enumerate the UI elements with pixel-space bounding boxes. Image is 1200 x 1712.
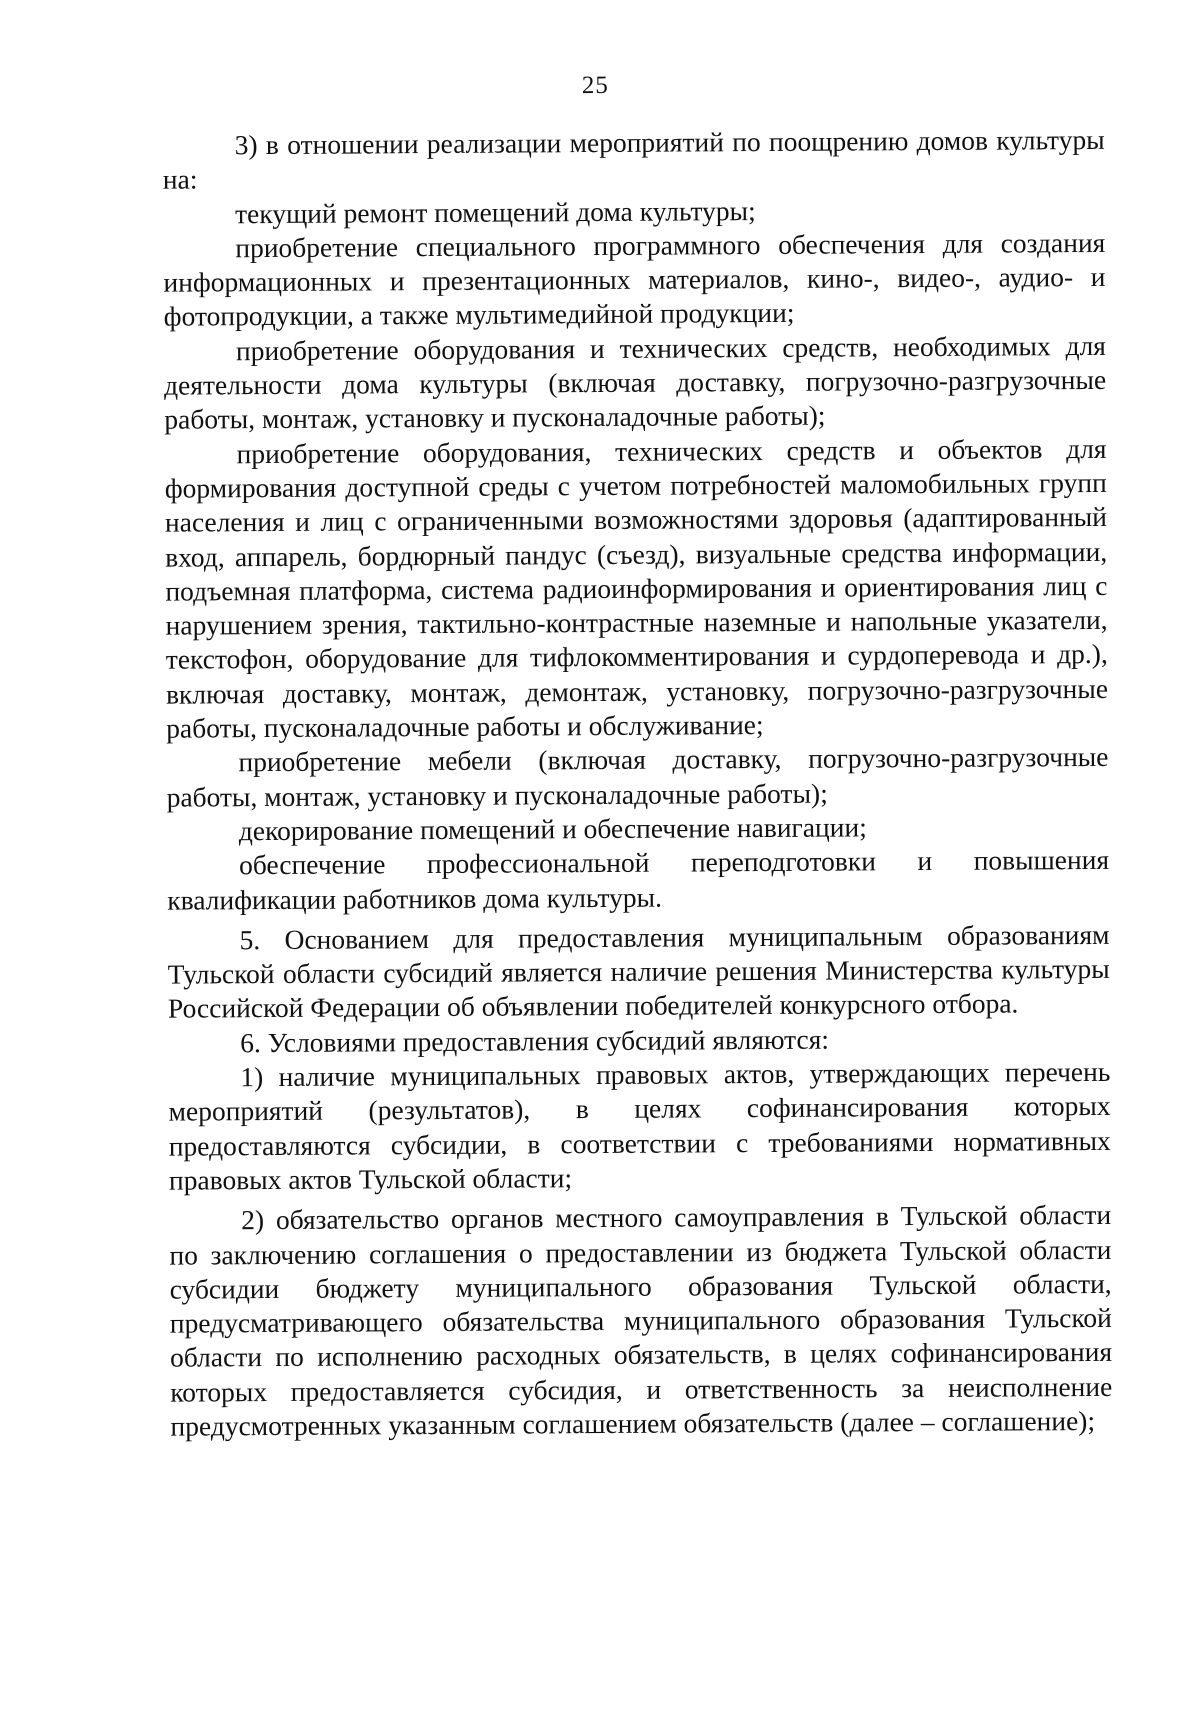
paragraph-staff-training: обеспечение профессиональной переподготовки и повышения квалификации работников дома культуры. (167, 844, 1110, 916)
paragraph-section-5: 5. Основанием для предоставления муниципальным образованиям Тульской области субсидий является наличие решения Министерства культуры Российской Федерации об объявлении победителей конкурсного отбора. (167, 918, 1110, 1025)
paragraph-section-6: 6. Условиями предоставления субсидий являются: (240, 1023, 830, 1058)
paragraph-software-purchase: приобретение специального программного обеспечения для создания информационных и презентационных материалов, кино-, видео-, аудио- и фотопродукции, а также мультимедийной продукции; (163, 226, 1106, 333)
paragraph-equipment-purchase: приобретение оборудования и технических средств, необходимых для деятельности дома культуры (включая доставку, погрузочно-разгрузочные работы, монтаж, установку и пусконаладочные работы); (164, 329, 1107, 436)
paragraph-decoration-navigation: декорирование помещений и обеспечение навигации; (238, 811, 867, 847)
page-number: 25 (581, 71, 609, 100)
paragraph-current-repair: текущий ремонт помещений дома культуры; (234, 194, 756, 229)
paragraph-condition-1: 1) наличие муниципальных правовых актов, утверждающих перечень мероприятий (результатов), в целях софинансирования которых предоставляются субсидии, в соответствии с требованиями нормативных правовых актов Тульской области; (168, 1055, 1111, 1196)
paragraph-condition-2: 2) обязательство органов местного самоуправления в Тульской области по заключению соглашения о предоставлении из бюджета Тульской области субсидии бюджету муниципального образования Тульской области, предусматривающего обязательства муниципального образования Тульской области по исполнению расходных обязательств, в целях софинансирования которых предоставляется субсидия, и ответственность за неисполнение предусмотренных указанным соглашением обязательств (далее – соглашение); (169, 1199, 1113, 1442)
paragraph-item-3-intro: 3) в отношении реализации мероприятий по поощрению домов культуры на: (162, 123, 1105, 195)
paragraph-furniture-purchase: приобретение мебели (включая доставку, погрузочно-разгрузочные работы, монтаж, установку и пусконаладочные работы); (166, 741, 1109, 813)
document-body (163, 123, 1113, 1444)
paragraph-accessible-environment: приобретение оборудования, технических средств и объектов для формирования доступной среды с учетом потребностей маломобильных групп населения и лиц с ограниченными возможностями здоровья (адаптированный вход, аппарель, бордюрный пандус (съезд), визуальные средства информации, подъемная платформа, система радиоинформирования и ориентирования лиц с нарушением зрения, тактильно-контрастные наземные и напольные указатели, текстофон, оборудование для тифлокомментирования и сурдоперевода и др.), включая доставку, монтаж, демонтаж, установку, погрузочно-разгрузочные работы, пусконаладочные работы и обслуживание; (164, 432, 1109, 744)
